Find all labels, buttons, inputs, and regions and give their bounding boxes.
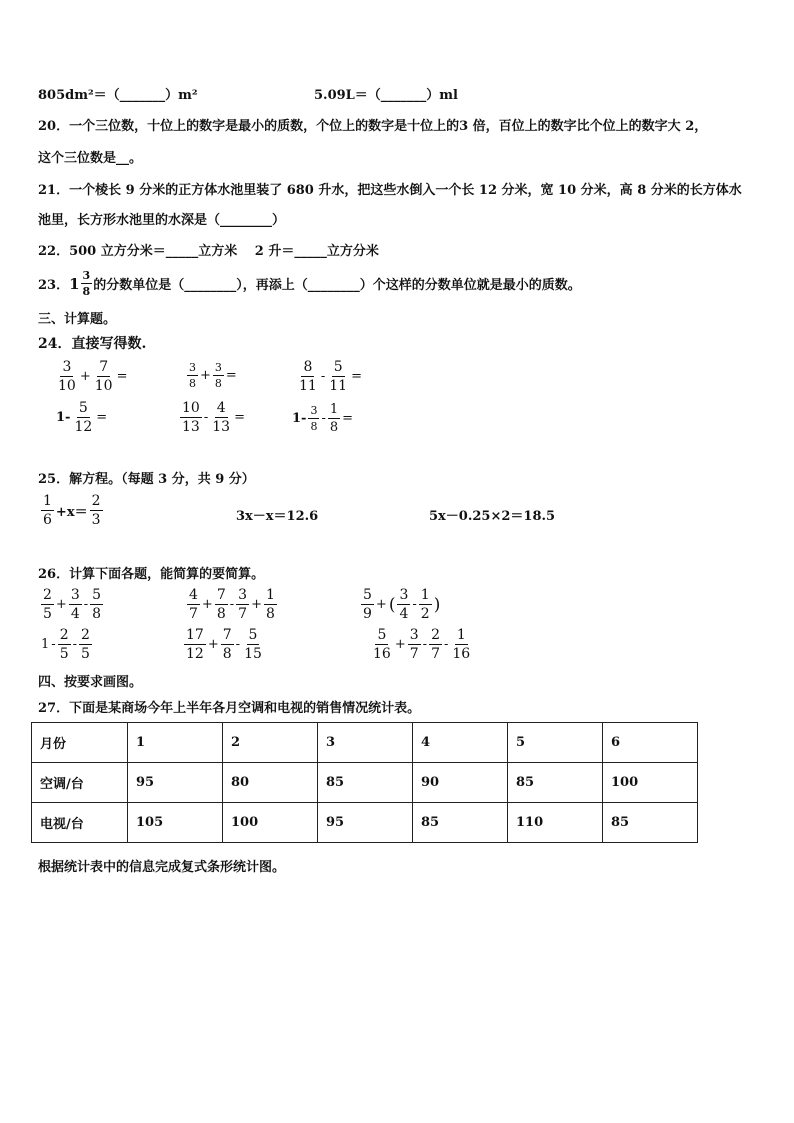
denominator: 10 (58, 378, 76, 394)
numerator: 3 (409, 627, 419, 643)
fraction (213, 362, 224, 389)
fraction (371, 628, 393, 661)
table-cell: 2 (223, 723, 318, 763)
q20-line-1: 20．一个三位数，十位上的数字是最小的质数，个位上的数字是十位上的3 倍，百位上的数字比个位上的数字大 2， (38, 119, 708, 134)
table-cell: 110 (508, 803, 603, 843)
fraction (187, 588, 200, 621)
numerator: 3 (238, 587, 248, 603)
plus-x-equals: +x＝ (55, 505, 88, 520)
denominator: 7 (189, 606, 198, 622)
one-minus: 1- (56, 410, 71, 425)
right-paren: ) (433, 594, 441, 615)
fraction (215, 588, 228, 621)
denominator: 6 (43, 512, 52, 528)
q24-title: 24．直接写得数. (38, 336, 147, 352)
denominator: 15 (244, 646, 262, 662)
table-cell: 80 (223, 763, 318, 803)
q23-number: 23． (38, 278, 70, 293)
numerator: 3 (62, 359, 72, 375)
denominator: 12 (74, 419, 93, 435)
numerator: 2 (91, 493, 101, 509)
fraction (79, 628, 92, 661)
minus-sign: - (320, 369, 326, 384)
denominator: 4 (70, 606, 80, 622)
numerator: 1 (329, 402, 339, 417)
fraction (308, 405, 319, 432)
q23-fraction (81, 270, 93, 297)
fraction (419, 588, 432, 621)
q20-line-2: 这个三位数是__。 (38, 151, 143, 166)
q26-title: 26．计算下面各题，能简算的要简算。 (38, 567, 265, 582)
denominator: 10 (94, 378, 113, 394)
fraction (242, 628, 264, 661)
table-cell: 105 (128, 803, 223, 843)
denominator: 12 (186, 646, 204, 662)
numerator: 5 (92, 587, 102, 603)
q23-numerator: 3 (82, 269, 91, 282)
numerator: 4 (189, 587, 198, 603)
denominator: 5 (81, 646, 90, 662)
fraction (221, 628, 234, 661)
numerator: 2 (43, 587, 52, 603)
fraction (41, 588, 54, 621)
q25-title: 25．解方程。（每题 3 分，共 9 分） (38, 472, 255, 487)
numerator: 1 (265, 587, 275, 603)
table-cell: 85 (508, 763, 603, 803)
table-cell: 5 (508, 723, 603, 763)
fraction (58, 628, 71, 661)
denominator: 13 (182, 419, 200, 435)
q21-line-1: 21．一个棱长 9 分米的正方体水池里装了 680 升水，把这些水倒入一个长 12 分米，宽 10 分米，高 8 分米的长方体水 (38, 183, 742, 198)
fraction (184, 628, 206, 661)
fraction (327, 360, 349, 393)
q19-line-b: 5.09L＝（_______）ml (314, 88, 458, 103)
fraction (180, 401, 202, 434)
fraction (361, 588, 374, 621)
denominator: 2 (420, 606, 430, 622)
table-cell: 95 (318, 803, 413, 843)
minus-sign: - (229, 597, 235, 612)
denominator: 4 (399, 606, 409, 622)
table-cell: 3 (318, 723, 413, 763)
numerator: 3 (70, 587, 80, 603)
q26-expr-5 (183, 628, 265, 661)
q23-denominator: 8 (82, 285, 91, 298)
denominator: 8 (189, 377, 196, 390)
q26-expr-6 (370, 628, 473, 661)
fraction (264, 588, 277, 621)
denominator: 11 (329, 378, 348, 394)
q23-text: 的分数单位是（________），再添上（________）个这样的分数单位就是最小的质数。 (93, 278, 581, 293)
plus-sign: + (207, 637, 219, 652)
plus-sign: + (251, 597, 262, 612)
numerator: 5 (377, 627, 387, 643)
denominator: 8 (222, 646, 232, 662)
denominator: 8 (329, 420, 339, 435)
plus-sign: + (200, 368, 211, 383)
numerator: 5 (363, 587, 372, 603)
minus-sign: - (51, 637, 56, 652)
table-cell: 85 (603, 803, 698, 843)
q27-title: 27．下面是某商场今年上半年各月空调和电视的销售情况统计表。 (38, 701, 421, 716)
section-3-title: 三、计算题。 (38, 312, 117, 327)
denominator: 13 (212, 419, 231, 435)
q24-expr-2 (186, 362, 238, 389)
minus-sign: - (443, 637, 449, 652)
fraction (41, 494, 54, 527)
denominator: 8 (92, 606, 102, 622)
minus-sign: - (83, 597, 89, 612)
fraction (236, 588, 249, 621)
q24-expr-1 (55, 360, 128, 393)
numerator: 2 (431, 627, 440, 643)
numerator: 2 (59, 627, 69, 643)
numerator: 8 (303, 359, 313, 375)
fraction (297, 360, 319, 393)
table-cell: 90 (413, 763, 508, 803)
numerator: 3 (310, 404, 318, 417)
left-paren: ( (388, 594, 396, 615)
q27-note: 根据统计表中的信息完成复式条形统计图。 (38, 860, 286, 875)
q26-expr-2 (186, 588, 278, 621)
numerator: 5 (333, 359, 343, 375)
fraction (69, 588, 82, 621)
q22-line: 22．500 立方分米＝_____立方米 2 升＝_____立方分米 (38, 244, 379, 259)
table-cell: 100 (603, 763, 698, 803)
numerator: 7 (222, 627, 232, 643)
table-cell: 100 (223, 803, 318, 843)
q21-line-2: 池里，长方形水池里的水深是（________） (38, 213, 286, 228)
fraction (90, 494, 103, 527)
denominator: 5 (59, 646, 69, 662)
fraction (210, 401, 232, 434)
denominator: 16 (373, 646, 391, 662)
q26-expr-3 (360, 588, 441, 621)
numerator: 5 (78, 400, 88, 416)
table-row (32, 763, 698, 803)
denominator: 11 (299, 378, 317, 394)
denominator: 8 (216, 606, 226, 622)
q23-mixed-whole: 1 (69, 274, 80, 293)
numerator: 1 (456, 627, 466, 643)
q19-line-a: 805dm²＝（_______）m² (38, 88, 198, 103)
numerator: 7 (99, 359, 109, 375)
minus-sign: - (412, 597, 417, 612)
minus-sign: - (321, 411, 326, 426)
table-cell: 85 (318, 763, 413, 803)
numerator: 7 (216, 587, 226, 603)
q25-eq-1 (40, 494, 104, 527)
equals-sign: = (234, 410, 245, 425)
fraction (328, 403, 340, 434)
equals-sign: = (225, 368, 237, 383)
fraction (429, 628, 442, 661)
minus-sign: - (422, 637, 428, 652)
denominator: 9 (363, 606, 372, 622)
fraction (56, 360, 78, 393)
q24-expr-6 (291, 403, 354, 434)
table-row-header (32, 723, 698, 763)
fraction (408, 628, 421, 661)
numerator: 1 (43, 493, 52, 509)
table-cell: 电视/台 (32, 803, 128, 843)
table-cell: 空调/台 (32, 763, 128, 803)
numerator: 10 (182, 400, 200, 416)
equals-sign: = (116, 369, 128, 384)
numerator: 4 (216, 400, 226, 416)
q26-expr-4 (40, 628, 93, 661)
numerator: 17 (186, 627, 204, 643)
table-cell: 95 (128, 763, 223, 803)
numerator: 3 (189, 361, 196, 374)
whole-one: 1 (41, 637, 50, 652)
q24-expr-4 (55, 401, 108, 434)
plus-sign: + (394, 637, 406, 652)
plus-sign: + (55, 597, 67, 612)
equals-sign: = (96, 410, 108, 425)
denominator: 16 (452, 646, 471, 662)
q25-eq-3: 5x－0.25×2＝18.5 (429, 509, 556, 524)
fraction (187, 362, 198, 389)
denominator: 7 (238, 606, 248, 622)
minus-sign: - (72, 637, 78, 652)
table-cell: 6 (603, 723, 698, 763)
denominator: 8 (214, 377, 222, 390)
table-row (32, 803, 698, 843)
denominator: 5 (43, 606, 52, 622)
denominator: 8 (265, 606, 275, 622)
fraction (90, 588, 103, 621)
denominator: 7 (431, 646, 440, 662)
section-4-title: 四、按要求画图。 (38, 675, 143, 690)
q23-line (38, 270, 581, 297)
numerator: 3 (214, 361, 222, 374)
table-cell: 85 (413, 803, 508, 843)
q24-expr-3 (296, 360, 363, 393)
plus-sign: + (201, 597, 213, 612)
numerator: 5 (248, 627, 258, 643)
sales-table (31, 722, 698, 843)
fraction (397, 588, 410, 621)
table-cell: 月份 (32, 723, 128, 763)
table-cell: 4 (413, 723, 508, 763)
equals-sign: = (351, 369, 362, 384)
numerator: 3 (399, 587, 409, 603)
fraction (450, 628, 472, 661)
equals-sign: = (342, 411, 354, 426)
fraction (72, 401, 94, 434)
numerator: 2 (81, 627, 90, 643)
q26-expr-1 (40, 588, 104, 621)
q25-eq-2: 3x－x＝12.6 (236, 509, 319, 524)
plus-sign: + (79, 369, 91, 384)
numerator: 1 (420, 587, 430, 603)
plus-sign: + (375, 597, 387, 612)
minus-sign: - (235, 637, 241, 652)
denominator: 8 (310, 420, 318, 433)
minus-sign: - (203, 410, 209, 425)
fraction (93, 360, 115, 393)
one-minus: 1- (292, 411, 307, 426)
denominator: 7 (409, 646, 419, 662)
denominator: 3 (91, 512, 101, 528)
table-cell: 1 (128, 723, 223, 763)
q24-expr-5 (179, 401, 246, 434)
